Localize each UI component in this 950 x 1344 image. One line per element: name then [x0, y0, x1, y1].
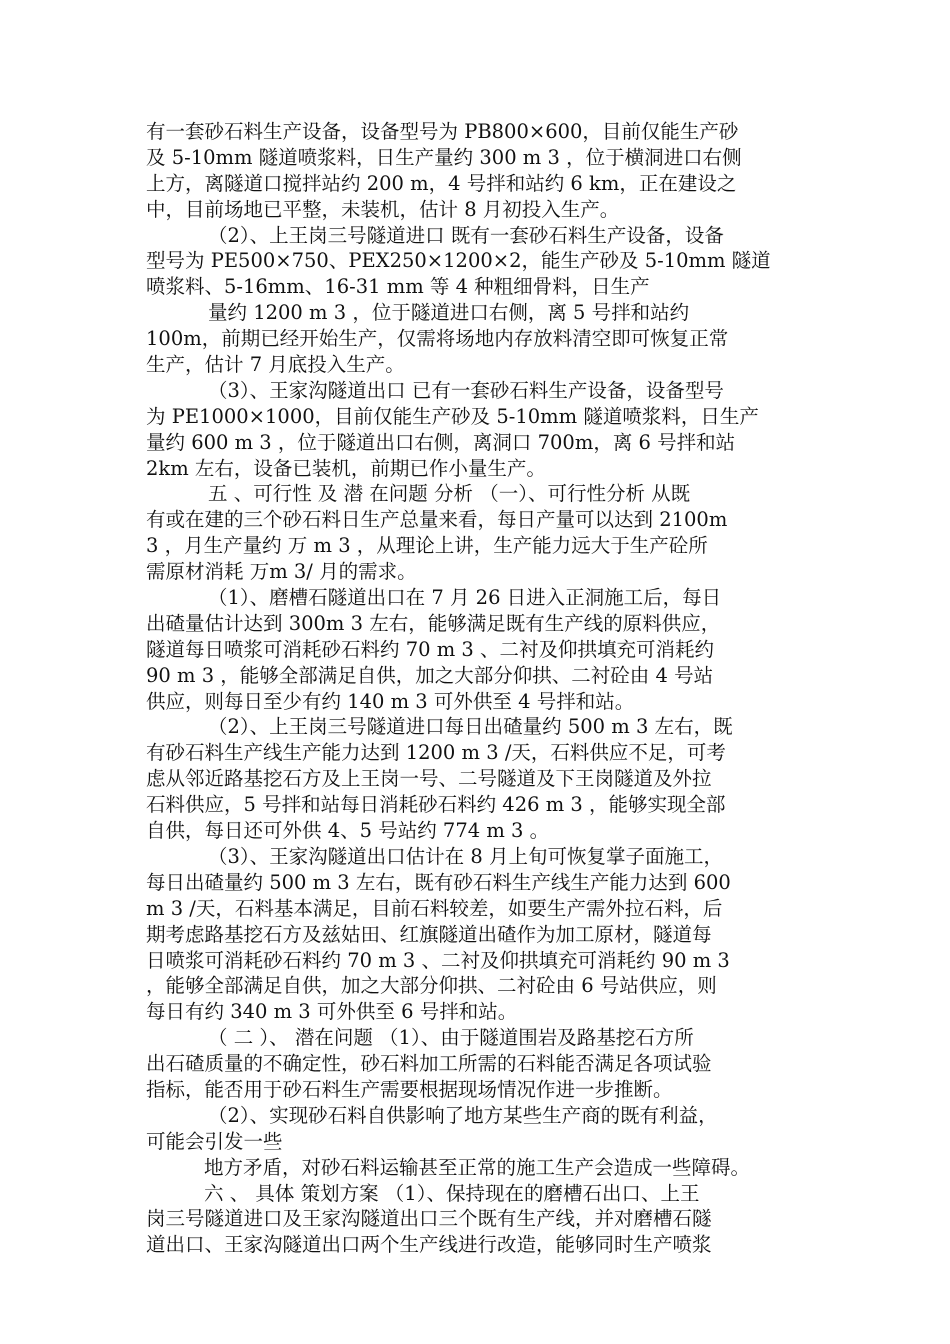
text-line: 每日出碴量约 500 m 3 左右，既有砂石料生产线生产能力达到 600 [146, 870, 731, 894]
section-heading-line: 六 、 具体 策划方案 （1）、保持现在的磨槽石出口、上王 [204, 1181, 700, 1205]
text-line: 100m，前期已经开始生产，仅需将场地内存放料清空即可恢复正常 [146, 327, 729, 351]
paragraph-start-line: （3）、王家沟隧道出口估计在 8 月上旬可恢复掌子面施工， [208, 844, 723, 868]
text-line: 有砂石料生产线生产能力达到 1200 m 3 /天，石料供应不足，可考 [146, 741, 726, 765]
text-line: 2km 左右，设备已装机，前期已作小量生产。 [146, 456, 546, 480]
section-heading-line: 五 、可行性 及 潜 在问题 分析 （一）、可行性分析 从既 [208, 482, 691, 506]
text-line: 有一套砂石料生产设备，设备型号为 PB800×600，目前仅能生产砂 [146, 120, 739, 143]
text-line: 道出口、王家沟隧道出口两个生产线进行改造，能够同时生产喷浆 [146, 1233, 712, 1257]
text-line: 及 5-10mm 隧道喷浆料，日生产量约 300 m 3 ，位于横洞进口右侧 [146, 145, 742, 169]
paragraph-start-line: 地方矛盾，对砂石料运输甚至正常的施工生产会造成一些障碍。 [204, 1155, 751, 1179]
text-line: 指标，能否用于砂石料生产需要根据现场情况作进一步推断。 [146, 1077, 673, 1101]
text-line: 自供，每日还可外供 4、5 号站约 774 m 3 。 [146, 819, 550, 843]
text-line: m 3 /天，石料基本满足，目前石料较差，如要生产需外拉石料，后 [146, 896, 723, 920]
text-line: 量约 600 m 3 ，位于隧道出口右侧，离洞口 700m，离 6 号拌和站 [146, 430, 736, 454]
paragraph-start-line: （2）、实现砂石料自供影响了地方某些生产商的既有利益， [208, 1103, 718, 1127]
paragraph-start-line: （1）、磨槽石隧道出口在 7 月 26 日进入正洞施工后，每日 [208, 586, 722, 610]
paragraph-start-line: （2）、上王岗三号隧道进口 既有一套砂石料生产设备，设备 [208, 223, 724, 247]
text-line: 喷浆料、5-16mm、16-31 mm 等 4 种粗细骨料，日生产 [146, 275, 650, 299]
text-line: 日喷浆可消耗砂石料约 70 m 3 、二衬及仰拱填充可消耗约 90 m 3 [146, 948, 730, 972]
paragraph-start-line: （3）、王家沟隧道出口 已有一套砂石料生产设备，设备型号 [208, 378, 724, 402]
section-heading-line: （ 二 ）、 潜在问题 （1）、由于隧道围岩及路基挖石方所 [208, 1026, 694, 1050]
text-line: 需原材消耗 万m 3/ 月的需求。 [146, 560, 417, 584]
text-line: 出碴量估计达到 300m 3 左右，能够满足既有生产线的原料供应， [146, 611, 721, 635]
text-line: 上方，离隧道口搅拌站约 200 m，4 号拌和站约 6 km，正在建设之 [146, 171, 737, 195]
text-line: 出石碴质量的不确定性，砂石料加工所需的石料能否满足各项试验 [146, 1052, 712, 1076]
text-line: 石料供应，5 号拌和站每日消耗砂石料约 426 m 3 ，能够实现全部 [146, 793, 726, 817]
text-line: 可能会引发一些 [146, 1129, 283, 1153]
text-line: 期考虑路基挖石方及兹姑田、红旗隧道出碴作为加工原材，隧道每 [146, 922, 712, 946]
text-line: 中，目前场地已平整，未装机，估计 8 月初投入生产。 [146, 197, 620, 221]
text-line: 生产，估计 7 月底投入生产。 [146, 353, 405, 377]
text-line: 隧道每日喷浆可消耗砂石料约 70 m 3 、二衬及仰拱填充可消耗约 [146, 637, 715, 661]
text-line: 供应，则每日至少有约 140 m 3 可外供至 4 号拌和站。 [146, 689, 635, 713]
text-line: 每日有约 340 m 3 可外供至 6 号拌和站。 [146, 1000, 518, 1024]
text-line: 岗三号隧道进口及王家沟隧道出口三个既有生产线，并对磨槽石隧 [146, 1207, 712, 1231]
text-line: 3 ，月生产量约 万 m 3 ，从理论上讲，生产能力远大于生产砼所 [146, 534, 708, 558]
text-line: 为 PE1000×1000，目前仅能生产砂及 5-10mm 隧道喷浆料，日生产 [146, 404, 759, 428]
text-line: 虑从邻近路基挖石方及上王岗一号、二号隧道及下王岗隧道及外拉 [146, 767, 712, 791]
text-line: 有或在建的三个砂石料日生产总量来看，每日产量可以达到 2100m [146, 508, 728, 532]
text-line: ，能够全部满足自供，加之大部分仰拱、二衬砼由 6 号站供应，则 [146, 974, 717, 998]
paragraph-start-line: （2）、上王岗三号隧道进口每日出碴量约 500 m 3 左右，既 [208, 715, 733, 739]
text-line: 90 m 3 ，能够全部满足自供，加之大部分仰拱、二衬砼由 4 号站 [146, 663, 714, 687]
document-body [146, 119, 806, 1258]
paragraph-start-line: 量约 1200 m 3 ，位于隧道进口右侧，离 5 号拌和站约 [208, 301, 690, 325]
text-line: 型号为 PE500×750、PEX250×1200×2，能生产砂及 5-10mm 隧道 [146, 249, 771, 273]
